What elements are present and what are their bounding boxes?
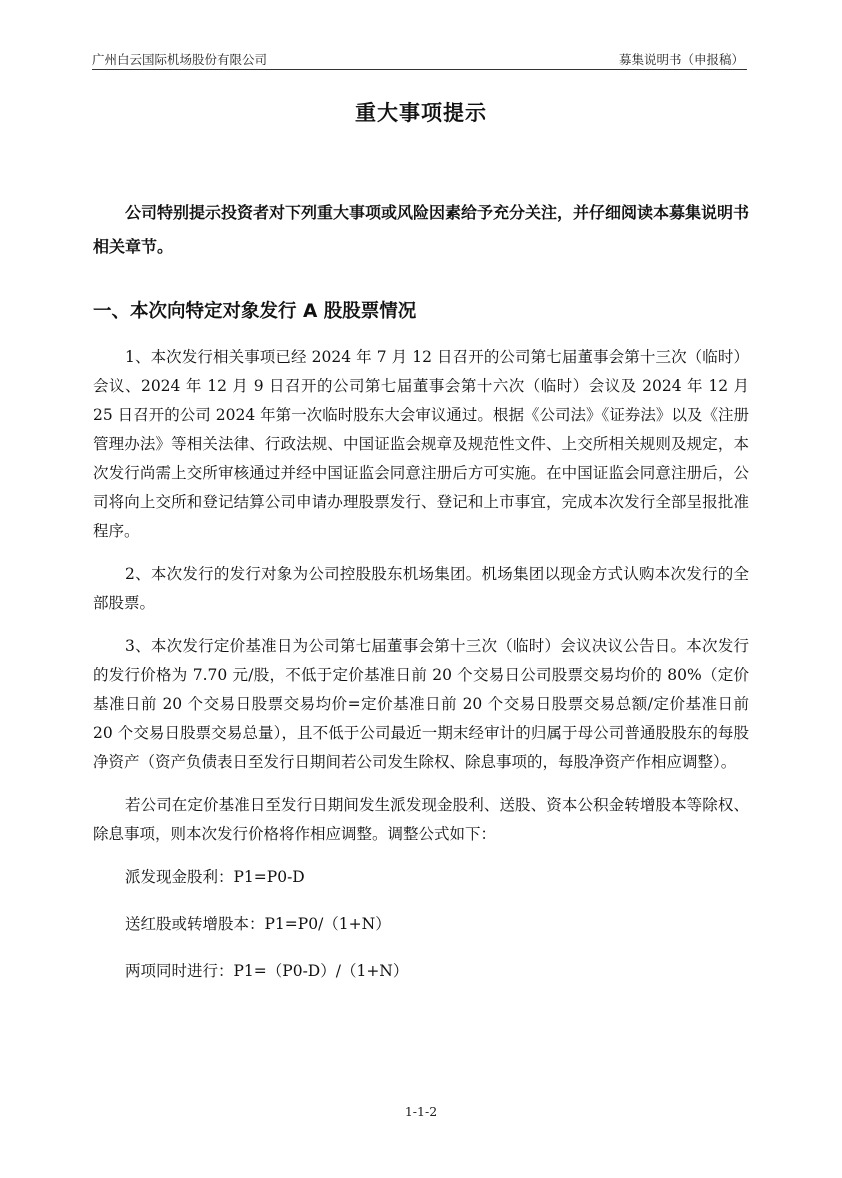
section-body [93, 343, 749, 1004]
page-number: 1-1-2 [404, 1104, 438, 1119]
paragraph-4: 若公司在定价基准日至发行日期间发生派发现金股利、送股、资本公积金转增股本等除权、除息事项，则本次发行价格将作相应调整。调整公式如下： [93, 796, 749, 843]
paragraph-2: 2、本次发行的发行对象为公司控股股东机场集团。机场集团以现金方式认购本次发行的全部股票。 [93, 565, 749, 612]
formula-combined: 两项同时进行：P1=（P0-D）/（1+N） [125, 962, 409, 980]
investor-notice: 公司特别提示投资者对下列重大事项或风险因素给予充分关注，并仔细阅读本募集说明书相关章节。 [93, 203, 750, 256]
formula-cash-dividend: 派发现金股利：P1=P0-D [125, 868, 305, 886]
header-document-title: 募集说明书（申报稿） [618, 52, 744, 67]
formula-bonus-shares: 送红股或转增股本：P1=P0/（1+N） [125, 915, 391, 933]
paragraph-1: 1、本次发行相关事项已经 2024 年 7 月 12 日召开的公司第七届董事会第十三次（临时）会议、2024 年 12 月 9 日召开的公司第七届董事会第十六次（临时）会议及 2024 年 12 月 25 日召开的公司 2024 年第一次临时股东大会审议通过。根据《公司法》《证券法》以及《注册管理办法》等相关法律、行政法规、中国证监会规章及规范性文件、上交所相关规则及规定，本次发行尚需上交所审核通过并经中国证监会同意注册后方可实施。在中国证监会同意注册后，公司将向上交所和登记结算公司申请办理股票发行、登记和上市事宜，完成本次发行全部呈报批准程序。 [93, 348, 749, 540]
header-company: 广州白云国际机场股份有限公司 [92, 52, 268, 67]
paragraph-3: 3、本次发行定价基准日为公司第七届董事会第十三次（临时）会议决议公告日。本次发行的发行价格为 7.70 元/股，不低于定价基准日前 20 个交易日公司股票交易均价的 80%（定价基准日前 20 个交易日股票交易均价=定价基准日前 20 个交易日股票交易总额/定价基准日前 20 个交易日股票交易总量），且不低于公司最近一期末经审计的归属于母公司普通股股东的每股净资产（资产负债表日至发行日期间若公司发生除权、除息事项的，每股净资产作相应调整）。 [93, 637, 749, 771]
section-heading: 一、本次向特定对象发行 A 股股票情况 [93, 301, 417, 322]
page-title: 重大事项提示 [355, 101, 487, 125]
header-divider [92, 69, 747, 70]
page-header [92, 50, 744, 68]
